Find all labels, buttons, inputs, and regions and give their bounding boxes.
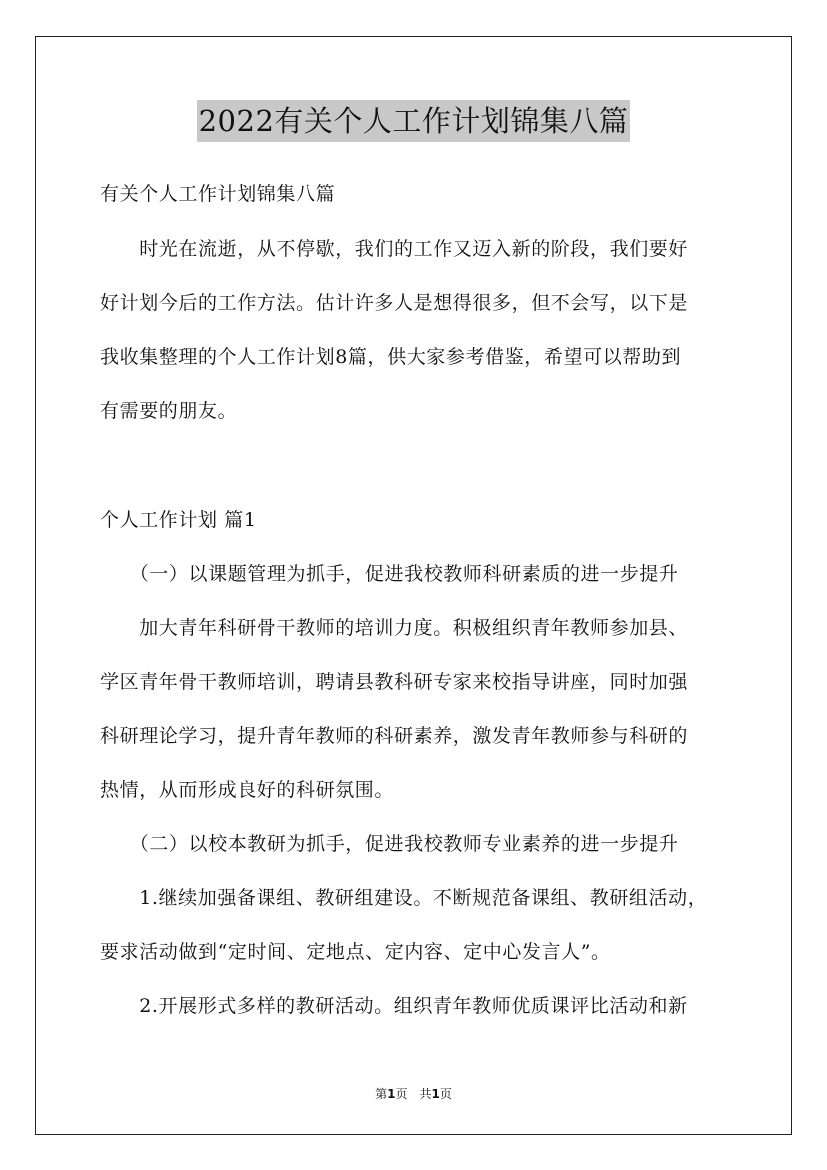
body-line-1: （一）以课题管理为抓手，促进我校教师科研素质的进一步提升	[100, 563, 679, 585]
intro-line-1: 时光在流逝，从不停歇，我们的工作又迈入新的阶段，我们要好	[100, 238, 689, 260]
footer-page-prefix: 第	[375, 1087, 388, 1101]
body-line-3: 学区青年骨干教师培训，聘请县教科研专家来校指导讲座，同时加强	[100, 671, 689, 693]
footer-page-number: 1	[387, 1087, 396, 1101]
intro-line-2: 好计划今后的工作方法。估计许多人是想得很多，但不会写，以下是	[100, 292, 689, 314]
body-line-8: 要求活动做到“定时间、定地点、定内容、定中心发言人”。	[100, 941, 611, 963]
intro-line-3: 我收集整理的个人工作计划8篇，供大家参考借鉴，希望可以帮助到	[100, 346, 682, 368]
body-line-2: 加大青年科研骨干教师的培训力度。积极组织青年教师参加县、	[100, 617, 689, 639]
document-subtitle: 有关个人工作计划锦集八篇	[100, 183, 336, 205]
body-line-6: （二）以校本教研为抓手，促进我校教师专业素养的进一步提升	[100, 833, 679, 855]
body-line-7: 1.继续加强备课组、教研组建设。不断规范备课组、教研组活动，	[100, 887, 708, 909]
footer-page-mid: 页 共	[395, 1087, 432, 1101]
footer-total-pages: 1	[431, 1087, 440, 1101]
document-title: 2022有关个人工作计划锦集八篇	[197, 100, 631, 142]
footer-page-suffix: 页	[439, 1087, 452, 1101]
body-line-5: 热情，从而形成良好的科研氛围。	[100, 779, 395, 801]
section-heading: 个人工作计划 篇1	[100, 509, 257, 531]
document-title-wrapper	[0, 100, 827, 142]
intro-line-4: 有需要的朋友。	[100, 400, 238, 422]
page-footer	[0, 1086, 827, 1102]
body-line-9: 2.开展形式多样的教研活动。组织青年教师优质课评比活动和新	[100, 995, 688, 1017]
body-line-4: 科研理论学习，提升青年教师的科研素养，激发青年教师参与科研的	[100, 725, 689, 747]
